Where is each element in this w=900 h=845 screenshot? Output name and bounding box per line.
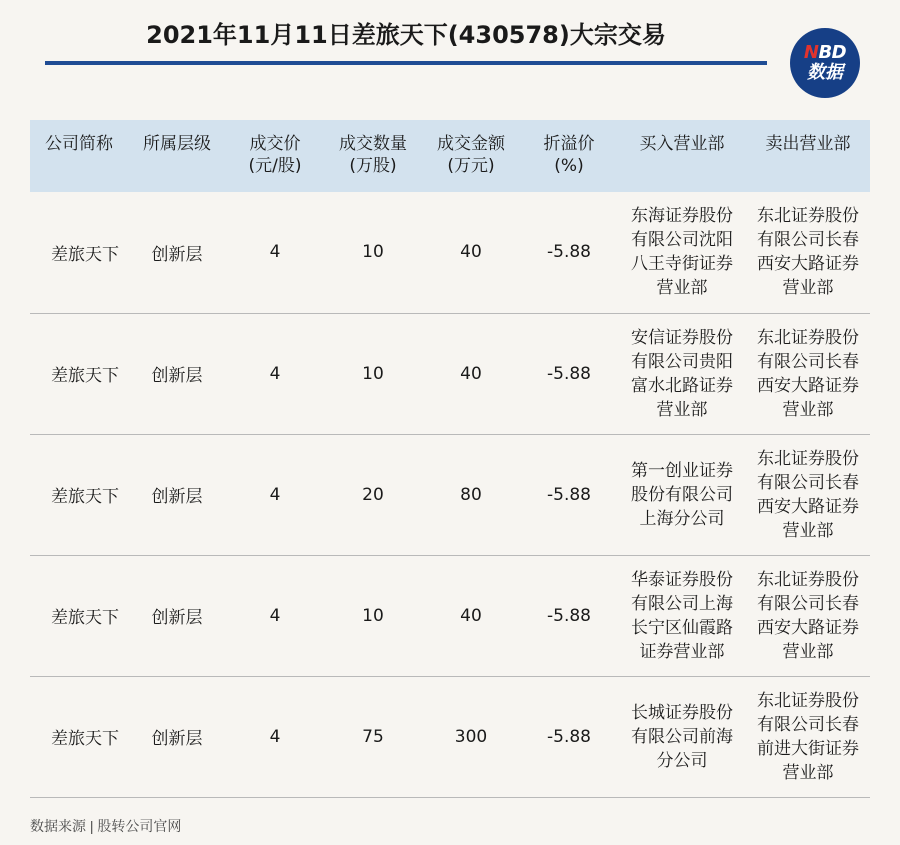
cell-line: 第一创业证券	[631, 460, 733, 481]
table-row	[30, 555, 870, 676]
header-label: 买入营业部	[639, 134, 725, 154]
header-label: (万股)	[349, 156, 397, 176]
cell-line: 安信证券股份	[631, 327, 733, 348]
header-label: 成交数量	[339, 134, 407, 154]
cell-tier: 创新层	[151, 244, 203, 265]
cell-line: 西安大路证券	[757, 375, 859, 396]
header-buyer-branch	[618, 120, 746, 192]
cell-price: 4	[269, 363, 281, 384]
cell-name: 差旅天下	[51, 244, 119, 265]
cell-line: 证券营业部	[639, 641, 725, 662]
logo-brand: NBD	[803, 42, 847, 63]
cell-amount: 300	[454, 726, 488, 747]
header-seller-branch	[746, 120, 870, 192]
cell-price: 4	[269, 484, 281, 505]
cell-line: 东北证券股份	[757, 569, 859, 590]
cell-buyer	[618, 555, 746, 676]
table-row	[30, 192, 870, 313]
nbd-logo	[790, 28, 860, 98]
cell-line: 有限公司沈阳	[631, 230, 733, 251]
header-volume	[324, 120, 422, 192]
cell-line: 营业部	[656, 399, 708, 420]
header-label: (元/股)	[248, 156, 302, 176]
cell-amount: 40	[460, 242, 482, 263]
cell-amount: 80	[460, 484, 482, 505]
header-label: (%)	[554, 156, 584, 176]
cell-seller	[746, 555, 870, 676]
cell-line: 前进大街证券	[757, 738, 859, 759]
cell-line: 东海证券股份	[631, 206, 733, 227]
cell-line: 股份有限公司	[631, 484, 733, 505]
cell-volume: 10	[362, 363, 384, 384]
cell-price: 4	[269, 726, 281, 747]
cell-line: 富水北路证券	[631, 375, 733, 396]
title-underline	[45, 61, 767, 65]
cell-volume: 10	[362, 242, 384, 263]
header-label: 公司简称	[45, 134, 113, 154]
header-label: 所属层级	[143, 134, 211, 154]
cell-premium: -5.88	[547, 484, 591, 505]
cell-line: 八王寺街证券	[631, 254, 733, 275]
cell-name: 差旅天下	[51, 729, 119, 749]
header-tier	[128, 120, 226, 192]
cell-price: 4	[269, 242, 281, 263]
table-row	[30, 434, 870, 555]
cell-tier: 创新层	[151, 487, 203, 507]
page-title: 2021年11月11日差旅天下(430578)大宗交易	[146, 21, 666, 49]
cell-volume: 75	[362, 726, 384, 747]
cell-amount: 40	[460, 363, 482, 384]
cell-line: 东北证券股份	[757, 206, 859, 227]
cell-line: 营业部	[782, 762, 834, 783]
cell-buyer	[618, 192, 746, 313]
cell-buyer	[618, 676, 746, 797]
cell-line: 营业部	[782, 399, 834, 420]
cell-seller	[746, 192, 870, 313]
cell-name: 差旅天下	[51, 608, 119, 628]
header-label: 成交金额	[437, 134, 505, 154]
cell-tier: 创新层	[151, 608, 203, 628]
cell-line: 西安大路证券	[757, 617, 859, 638]
header-premium	[520, 120, 618, 192]
cell-seller	[746, 313, 870, 434]
cell-line: 有限公司上海	[631, 593, 733, 614]
cell-line: 东北证券股份	[757, 448, 859, 469]
cell-premium: -5.88	[547, 726, 591, 747]
cell-line: 西安大路证券	[757, 496, 859, 517]
cell-amount: 40	[460, 605, 482, 626]
cell-line: 分公司	[656, 750, 708, 771]
cell-premium: -5.88	[547, 605, 591, 626]
cell-volume: 20	[362, 484, 384, 505]
cell-seller	[746, 676, 870, 797]
cell-line: 有限公司前海	[631, 726, 733, 747]
cell-line: 有限公司长春	[757, 351, 859, 372]
cell-line: 上海分公司	[639, 508, 725, 529]
cell-line: 营业部	[782, 520, 834, 541]
cell-name: 差旅天下	[51, 366, 119, 386]
cell-line: 有限公司长春	[757, 714, 859, 735]
header-label: 卖出营业部	[765, 134, 851, 154]
cell-line: 华泰证券股份	[631, 569, 733, 590]
table-header-row	[30, 120, 870, 192]
cell-line: 东北证券股份	[757, 327, 859, 348]
cell-line: 营业部	[782, 278, 834, 299]
cell-line: 长城证券股份	[631, 702, 733, 723]
cell-line: 西安大路证券	[757, 254, 859, 275]
cell-buyer	[618, 313, 746, 434]
cell-line: 营业部	[782, 641, 834, 662]
cell-line: 东北证券股份	[757, 690, 859, 711]
logo-sub: 数据	[807, 62, 843, 83]
header-label: 成交价	[249, 134, 301, 154]
cell-tier: 创新层	[151, 729, 203, 749]
header-price	[226, 120, 324, 192]
cell-line: 有限公司长春	[757, 593, 859, 614]
block-trade-table	[30, 120, 870, 798]
cell-premium: -5.88	[547, 242, 591, 263]
cell-line: 有限公司长春	[757, 472, 859, 493]
cell-price: 4	[269, 605, 281, 626]
cell-tier: 创新层	[151, 366, 203, 386]
cell-premium: -5.88	[547, 363, 591, 384]
header-amount	[422, 120, 520, 192]
cell-line: 有限公司贵阳	[631, 351, 733, 372]
header-label: 折溢价	[543, 134, 595, 154]
header-label: (万元)	[447, 156, 495, 176]
table-row	[30, 676, 870, 797]
cell-buyer	[618, 434, 746, 555]
data-source: 数据来源 | 股转公司官网	[30, 818, 182, 834]
cell-line: 有限公司长春	[757, 230, 859, 251]
cell-line: 长宁区仙霞路	[631, 617, 733, 638]
cell-seller	[746, 434, 870, 555]
table-row	[30, 313, 870, 434]
cell-volume: 10	[362, 605, 384, 626]
cell-name: 差旅天下	[51, 487, 119, 507]
header-company-name	[30, 120, 128, 192]
cell-line: 营业部	[656, 278, 708, 299]
